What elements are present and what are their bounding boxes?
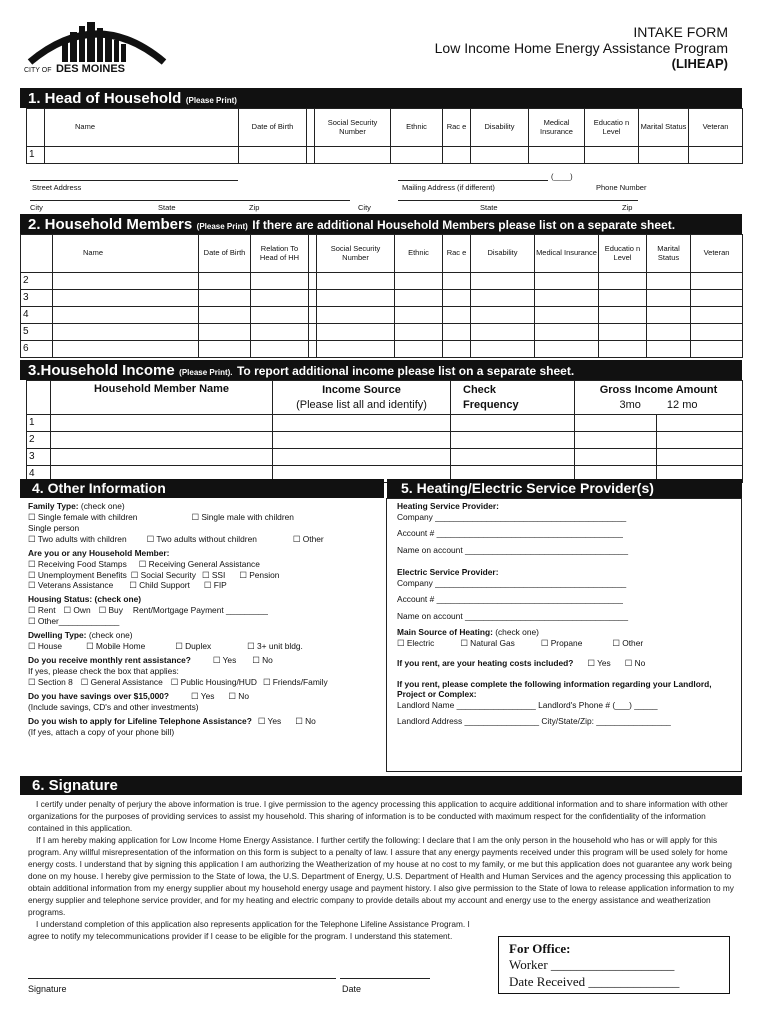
- office-use-box: [498, 936, 730, 994]
- table-cell[interactable]: [535, 341, 599, 358]
- income-col-num: [27, 381, 51, 415]
- table-cell[interactable]: [443, 147, 471, 164]
- checkbox-icon[interactable]: ☐: [191, 511, 199, 522]
- family-opt-other: Other: [302, 533, 324, 544]
- header-title: INTAKE FORM: [633, 24, 728, 40]
- checkbox-icon[interactable]: ☐: [28, 533, 36, 544]
- heating-electric-providers: [397, 501, 737, 727]
- head-col-name: Name: [45, 109, 239, 147]
- table-cell[interactable]: [395, 307, 443, 324]
- members-col-num: [21, 235, 53, 273]
- section4-bar: [20, 479, 384, 498]
- other-information: [28, 501, 384, 740]
- family-check-note: (check one): [80, 501, 125, 511]
- checkbox-icon[interactable]: ☐: [587, 658, 595, 668]
- savings-sub: (Include savings, CD's and other investments): [28, 701, 199, 712]
- heating-name-field[interactable]: Name on account ___________________________________: [397, 544, 628, 555]
- table-cell[interactable]: [691, 273, 743, 290]
- checkbox-icon[interactable]: ☐: [28, 616, 36, 627]
- source-electric: Electric: [406, 637, 435, 648]
- dwelling-label: Dwelling Type:: [28, 630, 87, 641]
- table-cell[interactable]: [251, 341, 309, 358]
- member-opt-veterans: Veterans Assistance: [37, 580, 114, 591]
- table-cell[interactable]: [471, 307, 535, 324]
- savings-question: Do you have savings over $15,000?: [28, 690, 170, 701]
- checkbox-icon[interactable]: ☐: [28, 676, 36, 687]
- row-number: 4: [21, 307, 53, 324]
- table-cell[interactable]: [647, 290, 691, 307]
- family-opt-single: Single person: [28, 522, 80, 533]
- logo-city-of: CITY OF: [24, 67, 52, 74]
- section3-bar: [20, 360, 742, 380]
- table-cell[interactable]: [471, 273, 535, 290]
- members-col-dob: Date of Birth: [199, 235, 251, 273]
- table-cell[interactable]: [691, 307, 743, 324]
- table-cell[interactable]: [273, 414, 451, 431]
- section3-tail: To report additional income please list on a separate sheet.: [236, 364, 575, 378]
- table-cell[interactable]: [317, 273, 395, 290]
- checkbox-icon[interactable]: ☐: [212, 654, 221, 665]
- members-col-medical: Medical Insurance: [535, 235, 599, 273]
- section3-title: 3.Household Income: [28, 362, 175, 379]
- included-no: No: [634, 658, 646, 668]
- street-line[interactable]: [30, 180, 238, 181]
- table-cell[interactable]: [317, 341, 395, 358]
- table-cell[interactable]: [535, 324, 599, 341]
- heating-provider-label: Heating Service Provider:: [397, 501, 499, 511]
- certification-text: [28, 798, 738, 942]
- street-label: Street Address: [32, 183, 82, 192]
- row-number: 1: [27, 414, 51, 431]
- table-cell[interactable]: [471, 290, 535, 307]
- electric-company-field[interactable]: Company _________________________________________: [397, 577, 627, 588]
- table-cell[interactable]: [309, 341, 317, 358]
- phone-paren: (____): [551, 172, 573, 181]
- table-cell[interactable]: [535, 307, 599, 324]
- table-cell[interactable]: [307, 147, 315, 164]
- zip-label: Zip: [249, 203, 260, 212]
- included-question: If you rent, are your heating costs included?: [397, 658, 574, 668]
- table-cell[interactable]: [691, 290, 743, 307]
- table-cell[interactable]: [575, 414, 657, 431]
- table-cell[interactable]: [575, 431, 657, 448]
- checkbox-icon[interactable]: ☐: [252, 654, 260, 665]
- head-col-blank: [307, 109, 315, 147]
- checkbox-icon[interactable]: ☐: [138, 558, 147, 569]
- table-cell[interactable]: [535, 273, 599, 290]
- checkbox-icon[interactable]: ☐: [540, 637, 549, 648]
- lifeline-sub: (If yes, attach a copy of your phone bill): [28, 726, 175, 737]
- table-cell[interactable]: [273, 448, 451, 465]
- checkbox-icon[interactable]: ☐: [63, 605, 72, 616]
- included-yes: Yes: [597, 658, 611, 668]
- checkbox-icon[interactable]: ☐: [239, 569, 247, 580]
- table-cell[interactable]: [391, 147, 443, 164]
- mailing-line[interactable]: [398, 180, 548, 181]
- section2-note: (Please Print): [196, 222, 248, 231]
- dwelling-opt-mobile: Mobile Home: [95, 641, 146, 652]
- member-opt-unemployment: Unemployment Benefits: [37, 569, 127, 580]
- logo-city-name: DES MOINES: [55, 63, 126, 75]
- family-opt-female: Single female with children: [37, 511, 138, 522]
- table-cell[interactable]: [639, 147, 689, 164]
- table-cell[interactable]: [45, 147, 239, 164]
- members-col-race: Rac e: [443, 235, 471, 273]
- table-cell[interactable]: [647, 273, 691, 290]
- household-members-table: [20, 234, 743, 358]
- members-col-education: Educatio n Level: [599, 235, 647, 273]
- table-cell[interactable]: [251, 307, 309, 324]
- header-acronym: (LIHEAP): [671, 56, 728, 71]
- rent-opt-friends: Friends/Family: [272, 676, 328, 687]
- member-opt-pension: Pension: [249, 569, 280, 580]
- rent-sub: If yes, please check the box that applies:: [28, 665, 179, 676]
- checkbox-icon[interactable]: ☐: [28, 641, 36, 652]
- income-12mo: 12 mo: [666, 399, 698, 412]
- head-col-disability: Disability: [471, 109, 529, 147]
- table-cell[interactable]: [451, 431, 575, 448]
- members-col-marital: Marital Status: [647, 235, 691, 273]
- housing-opt-rent: Rent: [37, 605, 56, 616]
- table-cell[interactable]: [251, 324, 309, 341]
- income-source-sub: (Please list all and identify): [296, 399, 427, 412]
- family-opt-male: Single male with children: [201, 511, 294, 522]
- checkbox-icon[interactable]: ☐: [86, 641, 94, 652]
- housing-opt-other: Other_____________: [37, 616, 120, 627]
- electric-name-field[interactable]: Name on account ___________________________________: [397, 610, 628, 621]
- checkbox-icon[interactable]: ☐: [28, 569, 36, 580]
- savings-no: No: [238, 690, 249, 701]
- signature-label: Signature: [28, 984, 67, 994]
- zip2-label: Zip: [622, 203, 633, 212]
- checkbox-icon[interactable]: ☐: [203, 580, 212, 591]
- section6-bar: [20, 776, 742, 795]
- checkbox-icon[interactable]: ☐: [146, 533, 155, 544]
- housing-opt-payment: Rent/Mortgage Payment _________: [132, 605, 268, 616]
- savings-yes: Yes: [200, 690, 215, 701]
- row-number: 2: [21, 273, 53, 290]
- table-cell[interactable]: [647, 307, 691, 324]
- table-cell[interactable]: [691, 324, 743, 341]
- table-cell[interactable]: [51, 431, 273, 448]
- table-cell[interactable]: [451, 414, 575, 431]
- table-cell[interactable]: [199, 273, 251, 290]
- checkbox-icon[interactable]: ☐: [295, 715, 303, 726]
- row-number: 5: [21, 324, 53, 341]
- housing-opt-buy: Buy: [108, 605, 123, 616]
- checkbox-icon[interactable]: ☐: [612, 637, 620, 648]
- member-opt-social: Social Security: [140, 569, 196, 580]
- cert-paragraph: I certify under penalty of perjury the above information is true. I give permission to the agency processing this application to acquire additional information and to share information with other organizations for the purposes of providing services to assist my household. This sharing of information is to be conducted with maximum respect for the confidentiality of the information contained in this application.: [28, 799, 728, 834]
- head-col-medical: Medical Insurance: [529, 109, 585, 147]
- rent-no: No: [262, 654, 273, 665]
- income-check-label: Check: [463, 384, 497, 396]
- table-cell[interactable]: [251, 290, 309, 307]
- rent-opt-public: Public Housing/HUD: [180, 676, 257, 687]
- checkbox-icon[interactable]: ☐: [202, 569, 210, 580]
- table-cell[interactable]: [53, 341, 199, 358]
- member-opt-ssi: SSI: [211, 569, 226, 580]
- table-cell[interactable]: [273, 431, 451, 448]
- table-cell[interactable]: [317, 324, 395, 341]
- checkbox-icon[interactable]: ☐: [247, 641, 255, 652]
- state2-label: State: [480, 203, 498, 212]
- members-col-veteran: Veteran: [691, 235, 743, 273]
- table-cell[interactable]: [199, 290, 251, 307]
- table-cell[interactable]: [599, 324, 647, 341]
- rent-yes: Yes: [222, 654, 237, 665]
- table-cell[interactable]: [647, 341, 691, 358]
- office-title: For Office:: [509, 941, 571, 956]
- row-number: 4: [27, 465, 51, 482]
- table-cell[interactable]: [199, 324, 251, 341]
- rent-opt-general: General Assistance: [90, 676, 163, 687]
- state-label: State: [158, 203, 176, 212]
- head-col-education: Educatio n Level: [585, 109, 639, 147]
- lifeline-no: No: [305, 715, 316, 726]
- section1-bar: [20, 88, 742, 108]
- table-cell[interactable]: [199, 341, 251, 358]
- members-col-blank: [309, 235, 317, 273]
- table-cell[interactable]: [199, 307, 251, 324]
- table-cell[interactable]: [443, 307, 471, 324]
- table-cell[interactable]: [599, 307, 647, 324]
- table-cell[interactable]: [657, 414, 743, 431]
- head-of-household-table: [26, 108, 743, 164]
- table-cell[interactable]: [443, 290, 471, 307]
- table-cell[interactable]: [575, 448, 657, 465]
- office-worker: Worker ___________________: [509, 957, 675, 973]
- members-col-ssn: Social Security Number: [317, 235, 395, 273]
- main-source-check: (check one): [495, 627, 539, 637]
- table-cell[interactable]: [599, 290, 647, 307]
- cert-paragraph: If I am hereby making application for Low Income Home Energy Assistance. I further certify the following: I declare that I am the only person in the household who has or will apply for this program. Any willful misrepresentation of the information on this form is subject to a penalty of law. I assure that any energy payments received under this program will be used solely for home energy costs. I understand that by signing this application I am authorizing the Weatherization of my house at no cost to my family, or me but this application does not guarantee any work being done on my house. I hereby give permission to the State of Iowa, the U.S. Department of Energy, U.S. Department of Health and Human Services and the agency processing this application to obtain additional information from my energy supplier about my household energy usage and payment history. I also give permission to the State of Iowa to release application information to my energy supplier and telephone service provider, and for my heating and electric company to provide details about my account and energy use to the energy assistance and weatherization programs.: [28, 835, 734, 918]
- cert-paragraph: I understand completion of this application also represents application for the Telephone Lifeline Assistance Program. I agree to notify my telecommunications provider if I cease to be eligible for the program. I understand this statement.: [28, 919, 470, 942]
- table-cell[interactable]: [689, 147, 743, 164]
- table-cell[interactable]: [53, 273, 199, 290]
- city-logo: [22, 18, 172, 74]
- income-gross-label: Gross Income Amount: [599, 384, 718, 396]
- table-cell[interactable]: [443, 273, 471, 290]
- table-cell[interactable]: [691, 341, 743, 358]
- city2-line[interactable]: [398, 200, 638, 201]
- dwelling-check-note: (check one): [88, 630, 133, 641]
- table-cell[interactable]: [647, 324, 691, 341]
- source-gas: Natural Gas: [470, 637, 515, 648]
- head-col-race: Rac e: [443, 109, 471, 147]
- member-question: Are you or any Household Member:: [28, 547, 170, 558]
- electric-account-field[interactable]: Account # ________________________________________: [397, 594, 623, 604]
- checkbox-icon[interactable]: ☐: [292, 533, 301, 544]
- city-label: City: [30, 203, 43, 212]
- section2-title: 2. Household Members: [28, 216, 193, 233]
- table-cell[interactable]: [309, 290, 317, 307]
- row-number: 2: [27, 431, 51, 448]
- table-cell[interactable]: [443, 324, 471, 341]
- section2-tail: If there are additional Household Members please list on a separate sheet.: [252, 218, 676, 232]
- table-cell[interactable]: [51, 448, 273, 465]
- section1-note: (Please Print): [185, 96, 237, 105]
- table-cell[interactable]: [471, 341, 535, 358]
- form-header: [435, 24, 728, 71]
- checkbox-icon[interactable]: ☐: [28, 580, 36, 591]
- household-income-table: [26, 380, 743, 483]
- table-cell[interactable]: [451, 448, 575, 465]
- table-cell[interactable]: [599, 273, 647, 290]
- row-number: 3: [27, 448, 51, 465]
- checkbox-icon[interactable]: ☐: [28, 558, 36, 569]
- member-opt-food: Receiving Food Stamps: [37, 558, 127, 569]
- mailing-label: Mailing Address (if different): [402, 183, 495, 192]
- heating-account-field[interactable]: Account # ________________________________________: [397, 528, 623, 538]
- checkbox-icon[interactable]: ☐: [460, 637, 468, 648]
- housing-opt-own: Own: [73, 605, 91, 616]
- table-cell[interactable]: [315, 147, 391, 164]
- table-cell[interactable]: [317, 290, 395, 307]
- checkbox-icon[interactable]: ☐: [257, 715, 266, 726]
- table-cell[interactable]: [395, 290, 443, 307]
- table-cell[interactable]: [529, 147, 585, 164]
- member-opt-general: Receiving General Assistance: [148, 558, 260, 569]
- table-cell[interactable]: [471, 324, 535, 341]
- table-cell[interactable]: [395, 273, 443, 290]
- head-col-ssn: Social Security Number: [315, 109, 391, 147]
- table-cell[interactable]: [471, 147, 529, 164]
- dwelling-opt-3plus: 3+ unit bldg.: [257, 641, 303, 652]
- section6-title: 6. Signature: [32, 777, 118, 794]
- electric-provider-label: Electric Service Provider:: [397, 567, 499, 577]
- checkbox-icon[interactable]: ☐: [80, 676, 89, 687]
- office-date-received: Date Received ______________: [509, 973, 680, 989]
- table-cell[interactable]: [535, 290, 599, 307]
- member-opt-child: Child Support: [139, 580, 190, 591]
- table-cell[interactable]: [317, 307, 395, 324]
- table-cell[interactable]: [657, 431, 743, 448]
- row-number: 3: [21, 290, 53, 307]
- income-col-source: [273, 381, 451, 415]
- table-cell[interactable]: [443, 341, 471, 358]
- section3-note: (Please Print).: [179, 368, 233, 377]
- phone-label: Phone Number: [596, 183, 647, 192]
- table-cell[interactable]: [309, 307, 317, 324]
- rent-question: Do you receive monthly rent assistance?: [28, 654, 191, 665]
- income-check-sub: Frequency: [463, 399, 519, 412]
- income-col-name: Household Member Name: [51, 381, 273, 415]
- income-col-gross: [575, 381, 743, 415]
- family-opt-two-with: Two adults with children: [37, 533, 127, 544]
- checkbox-icon[interactable]: ☐: [228, 690, 236, 701]
- source-other: Other: [622, 637, 644, 648]
- table-cell[interactable]: [395, 324, 443, 341]
- section5-title: 5. Heating/Electric Service Provider(s): [401, 480, 654, 496]
- head-col-ethnic: Ethnic: [391, 109, 443, 147]
- checkbox-icon[interactable]: ☐: [175, 641, 183, 652]
- section1-title: 1. Head of Household: [28, 90, 182, 107]
- city2-label: City: [358, 203, 371, 212]
- landlord-name-field[interactable]: Landlord Name _________________ Landlord's Phone # (___) _____: [397, 699, 658, 710]
- date-line[interactable]: [340, 978, 430, 979]
- members-col-relation: Relation To Head of HH: [251, 235, 309, 273]
- table-cell[interactable]: [309, 273, 317, 290]
- table-cell[interactable]: [53, 290, 199, 307]
- table-cell[interactable]: [53, 324, 199, 341]
- dwelling-opt-duplex: Duplex: [185, 641, 212, 652]
- section4-title: 4. Other Information: [32, 480, 166, 496]
- landlord-question: If you rent, please complete the following information regarding your Landlord, Project or Complex:: [397, 678, 712, 699]
- checkbox-icon[interactable]: ☐: [170, 676, 179, 687]
- head-col-num: [27, 109, 45, 147]
- row-number: 1: [27, 147, 45, 164]
- heating-company-field[interactable]: Company _________________________________________: [397, 511, 627, 522]
- table-cell[interactable]: [657, 448, 743, 465]
- checkbox-icon[interactable]: ☐: [98, 605, 107, 616]
- housing-label: Housing Status: (check one): [28, 594, 142, 605]
- date-label: Date: [342, 984, 362, 994]
- checkbox-icon[interactable]: ☐: [28, 511, 36, 522]
- table-cell[interactable]: [599, 341, 647, 358]
- table-cell[interactable]: [239, 147, 307, 164]
- lifeline-question: Do you wish to apply for Lifeline Telephone Assistance?: [28, 715, 252, 726]
- table-cell[interactable]: [585, 147, 639, 164]
- family-opt-two-without: Two adults without children: [156, 533, 257, 544]
- header-program: Low Income Home Energy Assistance Program: [434, 40, 728, 56]
- table-cell[interactable]: [51, 414, 273, 431]
- family-type-label: Family Type:: [28, 501, 79, 511]
- head-col-dob: Date of Birth: [239, 109, 307, 147]
- checkbox-icon[interactable]: ☐: [28, 605, 36, 616]
- lifeline-yes: Yes: [267, 715, 282, 726]
- income-source-label: Income Source: [322, 384, 401, 396]
- checkbox-icon[interactable]: ☐: [397, 637, 405, 648]
- income-col-check: [451, 381, 575, 415]
- checkbox-icon[interactable]: ☐: [130, 569, 139, 580]
- members-col-ethnic: Ethnic: [395, 235, 443, 273]
- income-3mo: 3mo: [619, 399, 641, 412]
- table-cell[interactable]: [395, 341, 443, 358]
- head-col-marital: Marital Status: [639, 109, 689, 147]
- members-col-disability: Disability: [471, 235, 535, 273]
- table-cell[interactable]: [309, 324, 317, 341]
- dwelling-opt-house: House: [37, 641, 63, 652]
- members-col-name: Name: [53, 235, 199, 273]
- source-propane: Propane: [550, 637, 583, 648]
- landlord-address-field[interactable]: Landlord Address ________________ City/State/Zip: ________________: [397, 716, 671, 726]
- checkbox-icon[interactable]: ☐: [129, 580, 137, 591]
- checkbox-icon[interactable]: ☐: [262, 676, 271, 687]
- checkbox-icon[interactable]: ☐: [624, 658, 633, 668]
- main-source-label: Main Source of Heating:: [397, 627, 493, 637]
- section5-bar: [387, 479, 742, 498]
- table-cell[interactable]: [251, 273, 309, 290]
- row-number: 6: [21, 341, 53, 358]
- rent-opt-section8: Section 8: [37, 676, 73, 687]
- head-col-veteran: Veteran: [689, 109, 743, 147]
- member-opt-fip: FIP: [213, 580, 227, 591]
- section2-bar: [20, 214, 742, 234]
- signature-line[interactable]: [28, 978, 336, 979]
- table-cell[interactable]: [53, 307, 199, 324]
- checkbox-icon[interactable]: ☐: [191, 690, 199, 701]
- city-line[interactable]: [30, 200, 350, 201]
